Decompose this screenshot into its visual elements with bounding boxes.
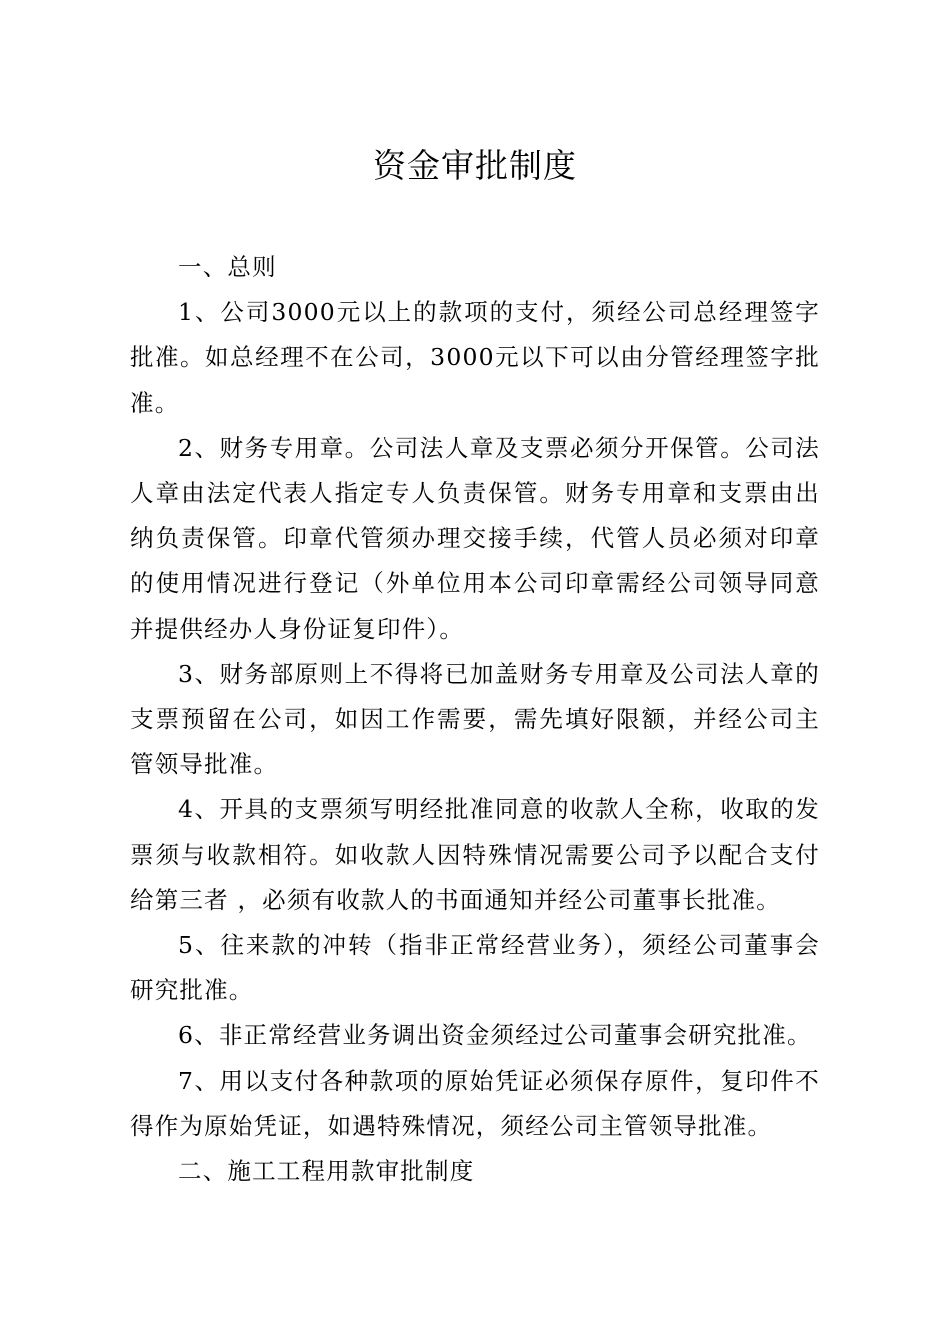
paragraph-6: 6、非正常经营业务调出资金须经过公司董事会研究批准。 <box>178 1021 812 1050</box>
paragraph-2: 2、财务专用章。公司法人章及支票必须分开保管。公司法人章由法定代表人指定专人负责保管。财务专用章和支票由出纳负责保管。印章代管须办理交接手续，代管人员必须对印章的使用情况进行登记（外单位用本公司印章需经公司领导同意并提供经办人身份证复印件）。 <box>130 433 820 643</box>
document-title: 资金审批制度 <box>373 146 577 185</box>
section-heading-general: 一、总则 <box>178 253 277 281</box>
paragraph-4: 4、开具的支票须写明经批准同意的收款人全称，收取的发票须与收款相符。如收款人因特殊情况需要公司予以配合支付给第三者 ，必须有收款人的书面通知并经公司董事长批准。 <box>130 795 820 914</box>
section-heading-construction: 二、施工工程用款审批制度 <box>178 1157 475 1186</box>
paragraph-3: 3、财务部原则上不得将已加盖财务专用章及公司法人章的支票预留在公司，如因工作需要，需先填好限额，并经公司主管领导批准。 <box>130 659 820 779</box>
paragraph-5: 5、往来款的冲转（指非正常经营业务），须经公司董事会研究批准。 <box>130 931 820 1005</box>
paragraph-1: 1、公司3000元以上的款项的支付，须经公司总经理签字批准。如总经理不在公司，3000元以下可以由分管经理签字批准。 <box>130 298 820 417</box>
document-body <box>130 245 820 1194</box>
paragraph-7: 7、用以支付各种款项的原始凭证必须保存原件，复印件不得作为原始凭证，如遇特殊情况，须经公司主管领导批准。 <box>130 1066 820 1140</box>
